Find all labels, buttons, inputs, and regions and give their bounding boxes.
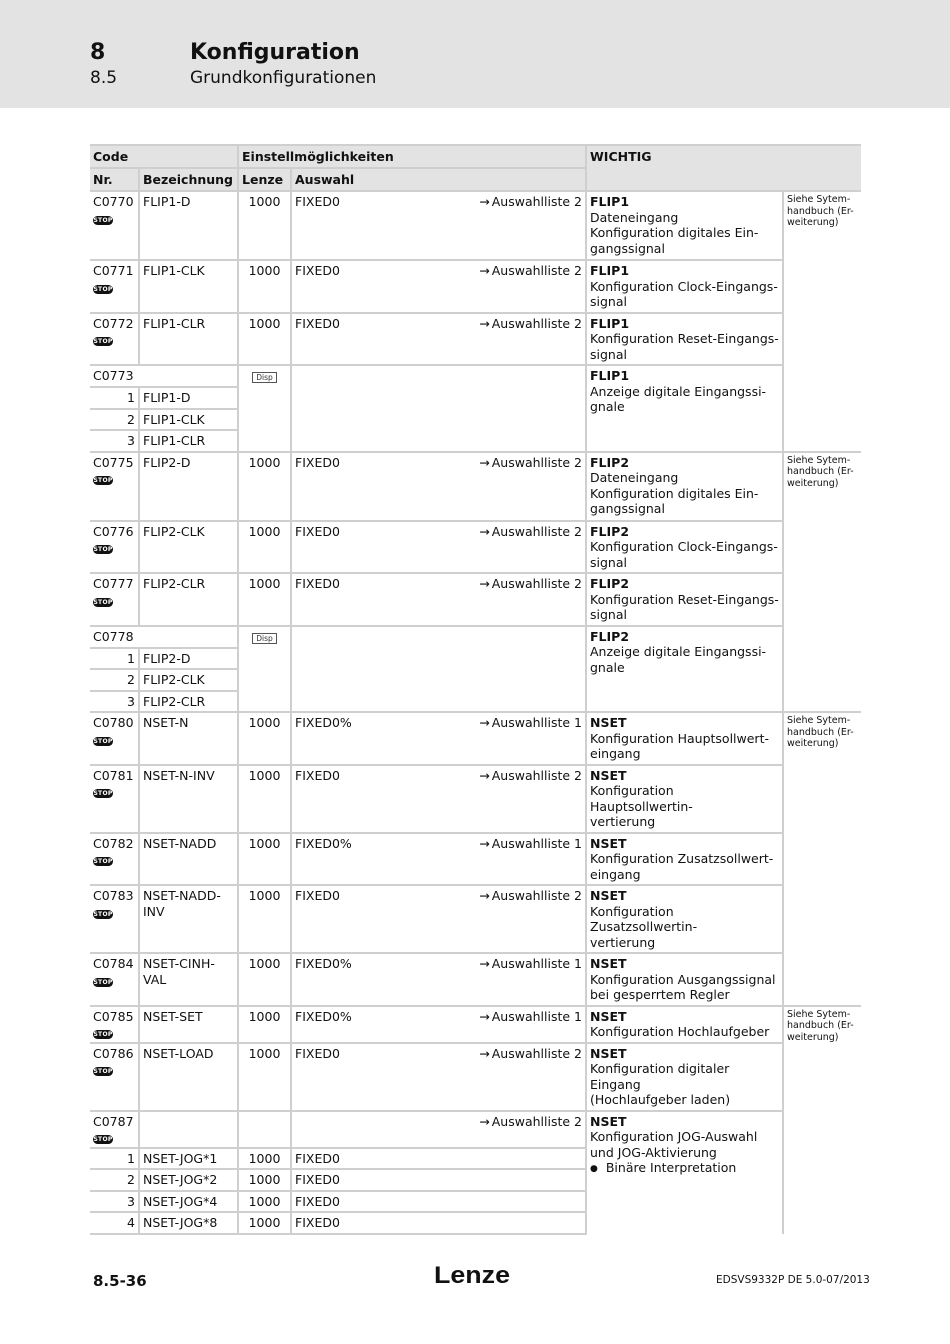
selection-wrap: [295, 455, 582, 471]
important-cell: [586, 521, 783, 574]
selection-list: [479, 956, 582, 972]
system-handbook-note: Siehe Sytem-handbuch (Er-weiterung): [783, 191, 861, 452]
code-table: [90, 144, 861, 1235]
code-cell: [90, 573, 139, 626]
code-cell: [90, 365, 238, 387]
sub-designation-cell: NSET-JOG*4: [139, 1191, 238, 1213]
selection-value: FIXED0: [295, 576, 340, 591]
arrow-right-icon: →: [479, 1008, 490, 1024]
designation-cell: NSET-SET: [139, 1006, 238, 1043]
code-value: C0776: [93, 523, 134, 539]
important-cell: [586, 313, 783, 366]
selection-list-label: Auswahlliste 2: [491, 576, 582, 591]
selection-list-label: Auswahlliste 1: [491, 715, 582, 730]
lenze-cell: 1000: [238, 833, 291, 886]
selection-list-label: Auswahlliste 2: [491, 315, 582, 331]
code-cell: [90, 885, 139, 953]
selection-cell: [291, 1006, 586, 1043]
selection-value: FIXED0: [295, 888, 340, 903]
selection-cell: [291, 833, 586, 886]
selection-cell: [291, 191, 586, 260]
important-text: Konfiguration Zusatzsollwert-: [590, 851, 774, 866]
important-title: FLIP1: [590, 194, 630, 209]
stop-icon: STOP: [93, 1031, 113, 1038]
display-cell: [238, 365, 291, 452]
sub-nr-cell: 1: [90, 648, 139, 670]
table-row: [90, 953, 861, 1006]
important-text: Konfiguration Reset-Eingangs-: [590, 331, 779, 346]
important-cell: [586, 1006, 783, 1043]
code-value: C0785: [93, 1008, 134, 1024]
selection-value: FIXED0: [295, 263, 340, 278]
important-text: Konfiguration JOG-Auswahl: [590, 1129, 758, 1144]
lenze-cell: 1000: [238, 573, 291, 626]
head-important: WICHTIG: [586, 145, 861, 191]
sub-designation-cell: FLIP1-CLR: [139, 430, 238, 452]
sub-designation-cell: FLIP2-CLR: [139, 691, 238, 713]
selection-cell: [291, 1111, 586, 1148]
selection-cell: [291, 712, 586, 765]
selection-cell: [291, 953, 586, 1006]
selection-list: [479, 316, 582, 332]
code-cell: [90, 765, 139, 833]
selection-list: [479, 768, 582, 784]
important-text: Konfiguration Hochlaufgeber: [590, 1024, 770, 1039]
code-value: C0786: [93, 1045, 134, 1061]
table-row: [90, 260, 861, 313]
arrow-right-icon: →: [479, 715, 490, 730]
selection-list: [479, 888, 582, 904]
table-row: [90, 191, 861, 260]
code-value: C0777: [93, 576, 134, 591]
important-text: Konfiguration Zusatzsollwertin-: [590, 903, 698, 934]
selection-cell: [291, 765, 586, 833]
sub-nr-cell: 3: [90, 430, 139, 452]
stop-icon: STOP: [93, 858, 113, 865]
empty-selection-cell: [291, 626, 586, 713]
disp-icon: Disp: [252, 372, 277, 383]
code-value: C0775: [93, 454, 134, 470]
designation-cell: FLIP1-CLK: [139, 260, 238, 313]
important-title: NSET: [590, 956, 627, 971]
table-row: [90, 712, 861, 765]
selection-wrap: [295, 956, 582, 972]
chapter-title: Konfiguration: [190, 40, 360, 65]
selection-cell: [291, 573, 586, 626]
selection-wrap: [295, 316, 582, 332]
selection-value: FIXED0: [295, 194, 340, 209]
selection-wrap: [295, 263, 582, 279]
header-band: [0, 0, 950, 108]
sub-lenze-cell: 1000: [238, 1191, 291, 1213]
important-cell: [586, 885, 783, 953]
selection-value: FIXED0%: [295, 715, 352, 730]
important-cell: [586, 191, 783, 260]
head-settings: Einstellmöglichkeiten: [238, 145, 586, 168]
important-text: Dateneingang: [590, 209, 679, 225]
code-value: C0772: [93, 315, 134, 331]
section-number: 8.5: [90, 68, 118, 88]
system-handbook-note: Siehe Sytem-handbuch (Er-weiterung): [783, 1006, 861, 1234]
important-title: FLIP1: [590, 315, 630, 331]
important-cell: [586, 452, 783, 521]
important-cell: [586, 953, 783, 1006]
selection-wrap: [295, 715, 582, 731]
important-title: FLIP1: [590, 263, 630, 278]
arrow-right-icon: →: [479, 956, 490, 971]
stop-icon: STOP: [93, 477, 113, 484]
important-text: vertierung: [590, 934, 656, 950]
designation-cell: NSET-LOAD: [139, 1043, 238, 1111]
stop-icon: STOP: [93, 546, 113, 553]
lenze-cell: 1000: [238, 885, 291, 953]
stop-icon: STOP: [93, 910, 113, 918]
lenze-cell: 1000: [238, 1006, 291, 1043]
important-cell: [586, 365, 783, 452]
sub-designation-cell: NSET-JOG*2: [139, 1169, 238, 1191]
lenze-cell: 1000: [238, 1043, 291, 1111]
code-value: C0784: [93, 956, 134, 971]
stop-icon: STOP: [93, 978, 113, 986]
arrow-right-icon: →: [479, 576, 490, 591]
important-text: Anzeige digitale Eingangssi-: [590, 644, 767, 659]
selection-value: FIXED0%: [295, 835, 352, 851]
table-row: [90, 452, 861, 521]
sub-lenze-cell: 1000: [238, 1148, 291, 1170]
designation-cell: FLIP1-CLR: [139, 313, 238, 366]
important-text: Konfiguration Hauptsollwertin-: [590, 783, 693, 814]
empty-lenze-cell: [238, 1111, 291, 1148]
sub-designation-cell: NSET-JOG*8: [139, 1212, 238, 1234]
important-text: gnale: [590, 659, 625, 675]
sub-designation-cell: FLIP1-CLK: [139, 409, 238, 431]
lenze-cell: 1000: [238, 260, 291, 313]
sub-lenze-cell: 1000: [238, 1212, 291, 1234]
sub-nr-cell: 3: [90, 1191, 139, 1213]
important-cell: [586, 1111, 783, 1234]
arrow-right-icon: →: [479, 523, 490, 539]
selection-value: FIXED0%: [295, 1008, 352, 1024]
empty-selection-cell: [291, 365, 586, 452]
important-cell: [586, 626, 783, 713]
selection-list-label: Auswahlliste 2: [491, 1045, 582, 1061]
code-value: C0771: [93, 263, 134, 278]
arrow-right-icon: →: [479, 263, 490, 278]
important-text: gangssignal: [590, 501, 665, 516]
code-value: C0778: [93, 628, 134, 644]
arrow-right-icon: →: [479, 315, 490, 331]
selection-list: [479, 455, 582, 471]
important-text: Konfiguration digitales Ein-: [590, 485, 759, 501]
lenze-logo-text: Lenze: [434, 1262, 510, 1288]
sub-nr-cell: 2: [90, 409, 139, 431]
stop-icon: STOP: [93, 737, 113, 745]
important-text: gnale: [590, 399, 625, 414]
table-row: [90, 1043, 861, 1111]
selection-cell: [291, 885, 586, 953]
important-text: Konfiguration Reset-Eingangs-: [590, 591, 779, 607]
important-cell: [586, 712, 783, 765]
important-title: FLIP2: [590, 628, 630, 644]
selection-list-label: Auswahlliste 2: [491, 263, 582, 278]
important-text: Dateneingang: [590, 470, 679, 485]
stop-icon: STOP: [93, 285, 113, 293]
important-title: NSET: [590, 715, 627, 730]
lenze-cell: 1000: [238, 521, 291, 574]
important-text: Konfiguration digitales Ein-: [590, 225, 759, 240]
code-cell: [90, 833, 139, 886]
sub-nr-cell: 1: [90, 1148, 139, 1170]
important-text: Konfiguration Ausgangssignal: [590, 971, 776, 987]
important-title: NSET: [590, 1045, 627, 1061]
table-row: [90, 765, 861, 833]
code-cell: [90, 313, 139, 366]
important-text: gangssignal: [590, 240, 665, 256]
important-text: signal: [590, 607, 627, 622]
head-code: Code: [90, 145, 238, 168]
important-title: NSET: [590, 1008, 627, 1024]
selection-value: FIXED0: [295, 454, 340, 470]
table-row: [90, 313, 861, 366]
header-row-1: [90, 145, 861, 168]
designation-cell: FLIP1-D: [139, 191, 238, 260]
bullet-text: ● Binäre Interpretation: [590, 1160, 779, 1178]
arrow-right-icon: →: [479, 835, 490, 851]
important-cell: [586, 573, 783, 626]
head-nr: Nr.: [90, 168, 139, 191]
code-table-body: [90, 145, 861, 1234]
selection-list: [479, 1114, 582, 1130]
important-cell: [586, 833, 783, 886]
code-value: C0783: [93, 888, 134, 903]
system-handbook-note: Siehe Sytem-handbuch (Er-weiterung): [783, 712, 861, 1006]
lenze-cell: 1000: [238, 191, 291, 260]
designation-cell: NSET-N-INV: [139, 765, 238, 833]
lenze-logo: [434, 1262, 510, 1288]
code-cell: [90, 953, 139, 1006]
arrow-right-icon: →: [479, 454, 490, 470]
sub-lenze-cell: 1000: [238, 1169, 291, 1191]
important-text: Konfiguration digitaler Eingang: [590, 1061, 730, 1092]
sub-nr-cell: 2: [90, 1169, 139, 1191]
section-title: Grundkonfigurationen: [190, 68, 377, 88]
important-text: signal: [590, 554, 627, 570]
arrow-right-icon: →: [479, 767, 490, 783]
code-value: C0773: [93, 368, 134, 383]
important-title: NSET: [590, 767, 627, 783]
sub-designation-cell: FLIP1-D: [139, 387, 238, 409]
table-row: [90, 521, 861, 574]
selection-list-label: Auswahlliste 2: [491, 767, 582, 783]
code-cell: [90, 1043, 139, 1111]
stop-icon: STOP: [93, 1136, 113, 1143]
selection-value: FIXED0%: [295, 956, 352, 971]
selection-list-label: Auswahlliste 1: [491, 1008, 582, 1024]
selection-wrap: [295, 194, 582, 210]
sub-selection-cell: FIXED0: [291, 1191, 586, 1213]
code-cell: [90, 626, 238, 648]
table-row: [90, 885, 861, 953]
table-row: [90, 365, 861, 387]
arrow-right-icon: →: [479, 1045, 490, 1061]
selection-wrap: [295, 524, 582, 540]
selection-value: FIXED0: [295, 523, 340, 539]
important-text: bei gesperrtem Regler: [590, 987, 730, 1002]
designation-cell: NSET-N: [139, 712, 238, 765]
selection-list: [479, 836, 582, 852]
important-text: signal: [590, 346, 627, 362]
sub-designation-cell: FLIP2-D: [139, 648, 238, 670]
selection-list: [479, 194, 582, 210]
sub-designation-cell: NSET-JOG*1: [139, 1148, 238, 1170]
designation-cell: NSET-NADD-INV: [139, 885, 238, 953]
important-text: eingang: [590, 866, 641, 882]
head-selection: Auswahl: [291, 168, 586, 191]
designation-cell: NSET-CINH-VAL: [139, 953, 238, 1006]
code-cell: [90, 1111, 139, 1148]
important-text: eingang: [590, 746, 641, 761]
important-text: Anzeige digitale Eingangssi-: [590, 383, 767, 399]
important-text: und JOG-Aktivierung: [590, 1144, 717, 1160]
designation-cell: FLIP2-CLR: [139, 573, 238, 626]
page-number: 8.5-36: [93, 1272, 147, 1290]
code-cell: [90, 521, 139, 574]
table-row: [90, 626, 861, 648]
lenze-cell: 1000: [238, 452, 291, 521]
selection-value: FIXED0: [295, 1045, 340, 1061]
sub-nr-cell: 3: [90, 691, 139, 713]
stop-icon: STOP: [93, 790, 113, 797]
selection-wrap: [295, 1114, 582, 1130]
stop-icon: STOP: [93, 216, 113, 224]
selection-list: [479, 576, 582, 592]
lenze-cell: 1000: [238, 765, 291, 833]
selection-list-label: Auswahlliste 2: [491, 454, 582, 470]
selection-wrap: [295, 836, 582, 852]
lenze-cell: 1000: [238, 953, 291, 1006]
empty-designation-cell: [139, 1111, 238, 1148]
selection-cell: [291, 521, 586, 574]
head-designation: Bezeichnung: [139, 168, 238, 191]
important-title: NSET: [590, 1113, 627, 1129]
selection-list: [479, 524, 582, 540]
code-cell: [90, 452, 139, 521]
important-title: NSET: [590, 835, 627, 851]
important-title: NSET: [590, 888, 627, 903]
code-cell: [90, 191, 139, 260]
chapter-number: 8: [90, 40, 106, 65]
sub-nr-cell: 4: [90, 1212, 139, 1234]
sub-nr-cell: 1: [90, 387, 139, 409]
important-cell: [586, 260, 783, 313]
code-cell: [90, 260, 139, 313]
important-text: Konfiguration Clock-Eingangs-: [590, 278, 778, 294]
document-id: EDSVS9332P DE 5.0-07/2013: [716, 1274, 870, 1286]
selection-cell: [291, 260, 586, 313]
designation-cell: NSET-NADD: [139, 833, 238, 886]
code-cell: [90, 1006, 139, 1043]
table-row: [90, 573, 861, 626]
code-value: C0782: [93, 835, 134, 851]
selection-list: [479, 1009, 582, 1025]
lenze-cell: 1000: [238, 712, 291, 765]
head-lenze: Lenze: [238, 168, 291, 191]
important-text: vertierung: [590, 814, 656, 829]
selection-list-label: Auswahlliste 1: [491, 835, 582, 851]
designation-cell: FLIP2-CLK: [139, 521, 238, 574]
selection-cell: [291, 1043, 586, 1111]
table-row: [90, 1111, 861, 1148]
arrow-right-icon: →: [479, 194, 490, 209]
code-value: C0781: [93, 767, 134, 783]
selection-wrap: [295, 576, 582, 592]
important-text: (Hochlaufgeber laden): [590, 1092, 731, 1107]
code-cell: [90, 712, 139, 765]
selection-list-label: Auswahlliste 2: [491, 1113, 582, 1129]
table-row: [90, 833, 861, 886]
important-title: FLIP2: [590, 576, 630, 591]
selection-wrap: [295, 1046, 582, 1062]
important-cell: [586, 1043, 783, 1111]
system-handbook-note: Siehe Sytem-handbuch (Er-weiterung): [783, 452, 861, 713]
code-value: C0787: [93, 1113, 134, 1129]
designation-cell: FLIP2-D: [139, 452, 238, 521]
stop-icon: STOP: [93, 598, 113, 606]
code-value: C0770: [93, 194, 134, 209]
arrow-right-icon: →: [479, 888, 490, 903]
important-title: FLIP1: [590, 368, 630, 383]
stop-icon: STOP: [93, 1068, 113, 1075]
selection-cell: [291, 313, 586, 366]
important-cell: [586, 765, 783, 833]
arrow-right-icon: →: [479, 1113, 490, 1129]
selection-list: [479, 263, 582, 279]
sub-selection-cell: FIXED0: [291, 1169, 586, 1191]
sub-nr-cell: 2: [90, 669, 139, 691]
table-row: [90, 1006, 861, 1043]
important-title: FLIP2: [590, 523, 630, 539]
lenze-cell: 1000: [238, 313, 291, 366]
selection-value: FIXED0: [295, 315, 340, 331]
selection-list: [479, 1046, 582, 1062]
sub-selection-cell: FIXED0: [291, 1148, 586, 1170]
stop-icon: STOP: [93, 338, 113, 345]
important-text: Konfiguration Clock-Eingangs-: [590, 539, 778, 554]
selection-wrap: [295, 768, 582, 784]
sub-designation-cell: FLIP2-CLK: [139, 669, 238, 691]
sub-selection-cell: FIXED0: [291, 1212, 586, 1234]
important-title: FLIP2: [590, 454, 630, 470]
selection-wrap: [295, 1009, 582, 1025]
selection-list-label: Auswahlliste 1: [491, 956, 582, 971]
selection-list-label: Auswahlliste 2: [491, 888, 582, 903]
selection-list-label: Auswahlliste 2: [491, 523, 582, 539]
selection-value: FIXED0: [295, 767, 340, 783]
selection-wrap: [295, 888, 582, 904]
display-cell: [238, 626, 291, 713]
disp-icon: Disp: [252, 633, 277, 644]
important-text: Konfiguration Hauptsollwert-: [590, 730, 769, 746]
code-value: C0780: [93, 715, 134, 730]
selection-list-label: Auswahlliste 2: [491, 194, 582, 209]
important-text: signal: [590, 294, 627, 309]
selection-list: [479, 715, 582, 731]
selection-cell: [291, 452, 586, 521]
